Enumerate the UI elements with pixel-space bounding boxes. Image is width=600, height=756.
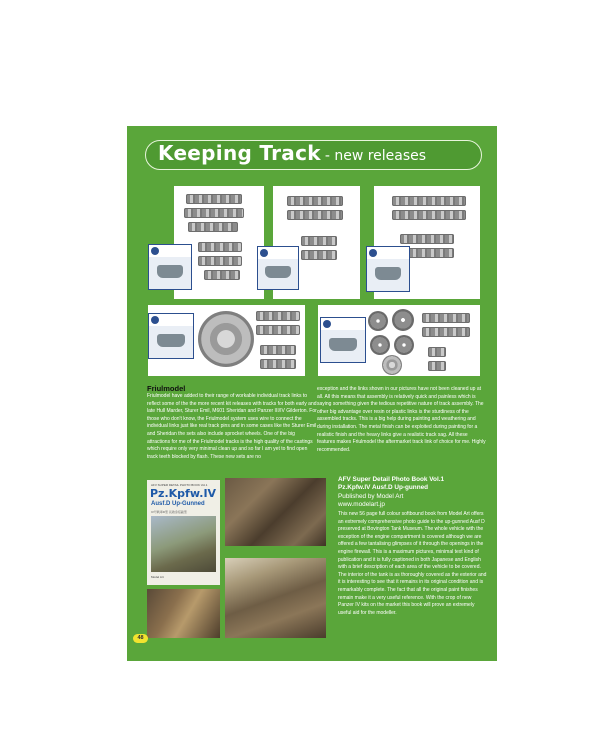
book-publisher: Published by Model Art [338,493,404,500]
review-text-column-2: exception and the links shown in our pictures have not been cleaned up at all. All this means that assembly is relatively quick and painless which is saying something given the tedious repetitive nature of track assembly. The other big advantage over resin or plastic links is the sturdiness of the assembled tracks. This is a big help during painting and weathering and during installation. The metal finish can be exploited during painting for a realistic finish and the heavy links give a realistic track sag. All these features makes Friulmodel the aftermarket track link of choice for me. Highly recommended. [317,386,486,453]
product-photo-1 [174,186,264,299]
product-photo-4 [148,305,305,376]
book-url: www.modelart.jp [338,501,385,508]
book-review-text: This new 56 page full colour softbound book from Model Art offers an extremely comprehensive photo guide to the up-gunned Ausf D preserved at Bovington Tank Museum. The whole vehicle with the exception of the engine compartment is covered although we are offered a few tantalising glimpses of it through the openings in the engine firewall. This is a maximum pictures, minimal text kind of publication and it is fully captioned in both Japanese and English with a brief description of each area of the vehicle to be covered. The interior of the tank is as thoroughly covered as the exterior and it is interesting to see that it remains in its original condition and is remarkably complete. The fact that all the original paint finishes remain make it a very useful reference. With the crop of new Panzer IV kits on the market this book will prove an extremely useful aid for the modeller. [338,511,487,616]
product-photo-2 [273,186,360,299]
kit-box [148,244,192,290]
road-wheel [370,335,390,355]
interior-photo-1 [225,478,326,546]
review-text-column-1: Friulmodel have added to their range of workable individual track links to reflect some of the the more recent kit releases with tracks for both early and late Hull Marder, Sturer Emil, M601 Sheridan and Panzer III/IV Gilderton. For those who don't know, the Friulmodel system uses wire to connect the individual links just like real track pins and in some cases like the Sturer Emil and Sheridan the sets also include sprocket wheels. One of the big attractions for me of the Friulmodel tracks is the high quality of the castings which require only very minimal clean up and so far I am yet to find open track teeth blocked by flash. These new sets are no [147,393,317,460]
road-wheel [394,335,414,355]
title-main: Keeping Track [158,141,321,165]
cover-title: Pz.Kpfw.IV [150,487,217,500]
book-title-line-2: Pz.Kpfw.IV Ausf.D Up-gunned [338,484,429,492]
product-photo-5 [318,305,480,376]
section-heading: Friulmodel [147,384,186,393]
sprocket-wheel [198,311,254,367]
page-title [158,141,426,165]
book-cover [147,480,220,585]
interior-photo-3 [147,589,220,638]
road-wheel [392,309,414,331]
page-number-badge: 48 [133,634,148,643]
kit-box [320,317,366,363]
product-photo-3 [374,186,480,299]
road-wheel [368,311,388,331]
book-title-line-1: AFV Super Detail Photo Book Vol.1 [338,476,445,483]
interior-photo-2 [225,558,326,638]
sprocket-wheel [382,355,402,375]
book-title [338,476,488,492]
title-sub: - new releases [324,148,427,164]
cover-subtitle: Ausf.D Up-Gunned [151,501,205,507]
kit-box [366,246,410,292]
kit-box [148,313,194,359]
cover-artwork [151,516,216,572]
cover-eyebrow: AFV SUPER DETAIL PHOTO BOOK Vol.1 [151,483,208,487]
cover-japanese-title: IV号戦車D型 長砲身搭載型 [151,510,187,514]
cover-publisher: Model Art [151,575,164,579]
kit-box [257,246,299,290]
